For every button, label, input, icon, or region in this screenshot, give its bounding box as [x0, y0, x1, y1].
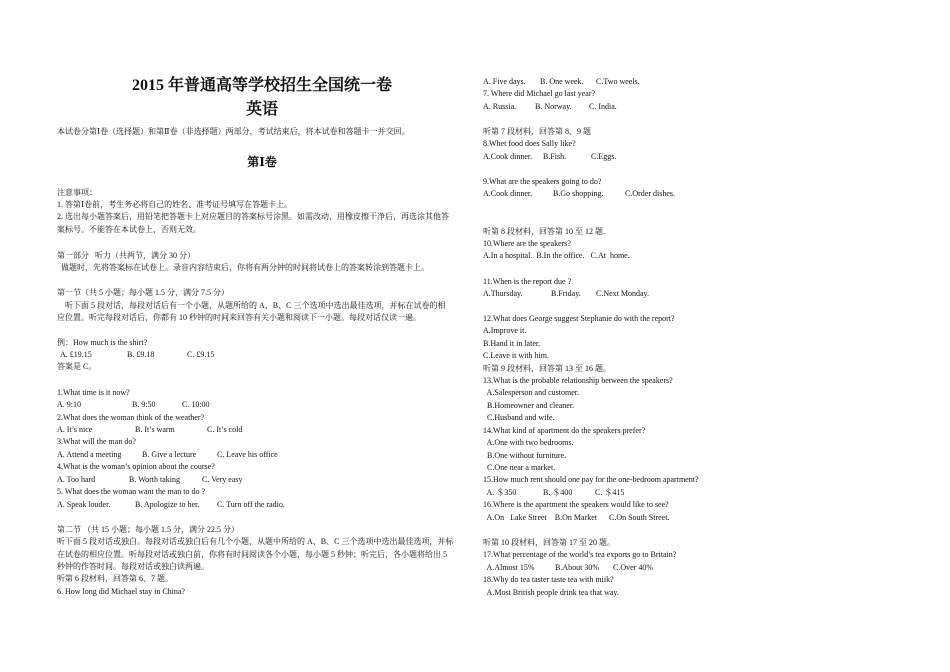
option: B. Apologize to her.: [135, 500, 200, 509]
question: 6. How long did Michael stay in China?: [57, 587, 185, 596]
question: 3.What will the man do?: [57, 437, 136, 446]
question: 16.Where is the apartment the speakers would like to see?: [483, 500, 669, 509]
option: A. ＄350: [483, 488, 517, 497]
option: A.Cook dinner.: [483, 189, 533, 198]
option: A. It’s nice: [57, 425, 93, 434]
question: 4.What is the woman’s opinion about the course?: [57, 462, 215, 471]
option: C. India.: [589, 102, 617, 111]
example-option: A. £19.15: [60, 350, 92, 359]
section2-heading: 第二节 （共 15 小题；每小题 1.5 分，满分 22.5 分）: [57, 525, 239, 534]
option: B. ＄400: [543, 488, 573, 497]
option: B.One without furniture.: [483, 451, 567, 460]
subject-title: 英语: [245, 101, 278, 118]
option: C.Order dishes.: [625, 189, 675, 198]
question: 18.Why do tea taster taste tea with miik?: [483, 575, 614, 584]
option: A.One with two bedrooms.: [483, 438, 574, 447]
option: A.On Lake Street B.On Market C.On South Street.: [483, 513, 670, 522]
option: B.Homeowner and cleaner.: [483, 401, 575, 410]
section2-desc: 听下面 5 段对话或独白。每段对话或独白后有几个小题，从题中所给的 A、B、C 三个选项中选出最佳选项，并标: [57, 537, 454, 546]
option: C.Two weels.: [596, 77, 640, 86]
section1-desc: 听下面 5 段对话，每段对话后有一个小题，从题所给的 A、B、C 三个选项中选出最佳选项，并标在试卷的相: [57, 301, 446, 310]
section2-desc: 秒钟的作答时间。每段对话或独白读两遍。: [57, 562, 209, 571]
question: 5. What does the woman want the man to do ?: [57, 487, 206, 496]
right-column: [483, 0, 903, 672]
option: C.One near a market.: [483, 463, 556, 472]
option: A. Five days.: [483, 77, 526, 86]
notes-line: 2. 选出每小题答案后，用铅笔把答题卡上对应题目的答案标号涂黑。如需改动，用橡皮擦干净后，再选涂其他答: [57, 212, 449, 221]
question: 15.How much rent should one pay for the one-bedroom apartment?: [483, 475, 699, 484]
part1-heading: 第一部分 听力（共两节，满分 30 分）: [57, 251, 195, 260]
option: C. Turn off the radio.: [217, 500, 285, 509]
option: C.Next Monday.: [596, 289, 650, 298]
option: A. 9:10: [57, 400, 81, 409]
material-heading: 听第 8 段材料，回答第 10 至 12 题.: [483, 227, 605, 236]
option: B. Give a lecture: [142, 450, 197, 459]
option: C.Leave it with him.: [483, 351, 549, 360]
part1-desc: 做题时，先将答案标在试卷上。录音内容结束后，你将有两分钟的时间将试卷上的答案转涂到答题卡上。: [57, 263, 429, 272]
option: C. 10:00: [182, 400, 210, 409]
option: A.Most British people drink tea that way.: [483, 588, 619, 597]
exam-intro: 本试卷分第Ⅰ卷（选择题）和第Ⅱ卷（非选择题）两部分，考试结束后，将本试卷和答题卡一并交回。: [57, 127, 410, 136]
option: C. Leave his office: [217, 450, 278, 459]
volume-title: 第Ⅰ卷: [247, 155, 277, 169]
option: B.Friday.: [551, 289, 581, 298]
section2-desc: 在试卷的相应位置。听每段对话或独白前，你将有时间阅读各个小题，每小题 5 秒钟；听完后，各小题将给出 5: [57, 550, 447, 559]
question: 7. Where did Michael go last year?: [483, 89, 596, 98]
option: B.Hand it in later.: [483, 339, 541, 348]
option: A. Attend a meeting: [57, 450, 122, 459]
option: B. 9:50: [132, 400, 156, 409]
left-column: [57, 0, 467, 672]
option: C.Eggs.: [591, 152, 617, 161]
option: C.Over 40%: [613, 563, 653, 572]
option: A. Russia.: [483, 102, 517, 111]
option: B.Fish.: [543, 152, 567, 161]
question: 2.What does the woman think of the weather?: [57, 413, 205, 422]
option: B. Norway.: [535, 102, 572, 111]
example-option: C. £9.15: [187, 350, 215, 359]
material-heading: 听第 10 段材料，回答第 17 至 20 题。: [483, 538, 615, 547]
option: B. One week.: [540, 77, 584, 86]
option: A.Cook dinner.: [483, 152, 533, 161]
question: 8.Whet food does Sally like?: [483, 139, 576, 148]
material-heading: 听第 7 段材料，回答第 8、9 题: [483, 127, 591, 136]
question: 11.When is the report due ?: [483, 277, 572, 286]
option: A. Speak louder.: [57, 500, 111, 509]
section1-desc: 应位置。听完每段对话后，你都有 10 秒钟的时间来回答有关小题和阅读下一小题。每段对话仅读一遍。: [57, 313, 421, 322]
question: 17.What percentage of the world’s tea exports go to Britain?: [483, 550, 677, 559]
section1-heading: 第一节（共 5 小题；每小题 1.5 分，满分 7.5 分）: [57, 288, 229, 297]
exam-title: 2015 年普通高等学校招生全国统一卷: [131, 77, 392, 94]
notes-line: 1. 答第Ⅰ卷前，考生务必将自己的姓名、准考证号填写在答题卡上。: [57, 200, 293, 209]
option: C. ＄415: [595, 488, 625, 497]
option: C.Husband and wife.: [483, 413, 555, 422]
question: 10.Where are the speakers?: [483, 239, 571, 248]
example-answer: 答案是 C。: [57, 362, 97, 371]
option: C. Very easy: [202, 475, 243, 484]
option: A.Salesperson and customer.: [483, 388, 579, 397]
material-heading: 听第 9 段材料，回答第 13 至 16 题。: [483, 364, 611, 373]
option: B. Worth taking: [129, 475, 180, 484]
option: B.About 30%: [555, 563, 599, 572]
question: 14.What kind of apartment do the speakers prefer?: [483, 426, 646, 435]
option: A.Improve it.: [483, 326, 527, 335]
option: A.Almost 15%: [483, 563, 535, 572]
example-option: B. £9.18: [127, 350, 155, 359]
option: A.In a hospital. B.In the office. C.At home.: [483, 251, 630, 260]
question: 13.What is the probable relationship between the speakers?: [483, 376, 673, 385]
option: B. It’s warm: [135, 425, 175, 434]
question: 12.What does George suggest Stephanie do with the report?: [483, 314, 675, 323]
notes-line: 案标号。不能答在本试卷上，否则无效。: [57, 225, 201, 234]
option: B.Go shopping.: [553, 189, 604, 198]
material-heading: 听第 6 段材料，回答第 6、7 题。: [57, 574, 173, 583]
question: 9.What are the speakers going to do?: [483, 177, 602, 186]
question: 1.What time is it now?: [57, 388, 130, 397]
notes-heading: 注意事项：: [57, 188, 97, 197]
option: A.Thursday.: [483, 289, 523, 298]
option: C. It’s cold: [207, 425, 243, 434]
example-question: 例：How much is the shirt?: [57, 338, 148, 347]
option: A. Too hard: [57, 475, 96, 484]
